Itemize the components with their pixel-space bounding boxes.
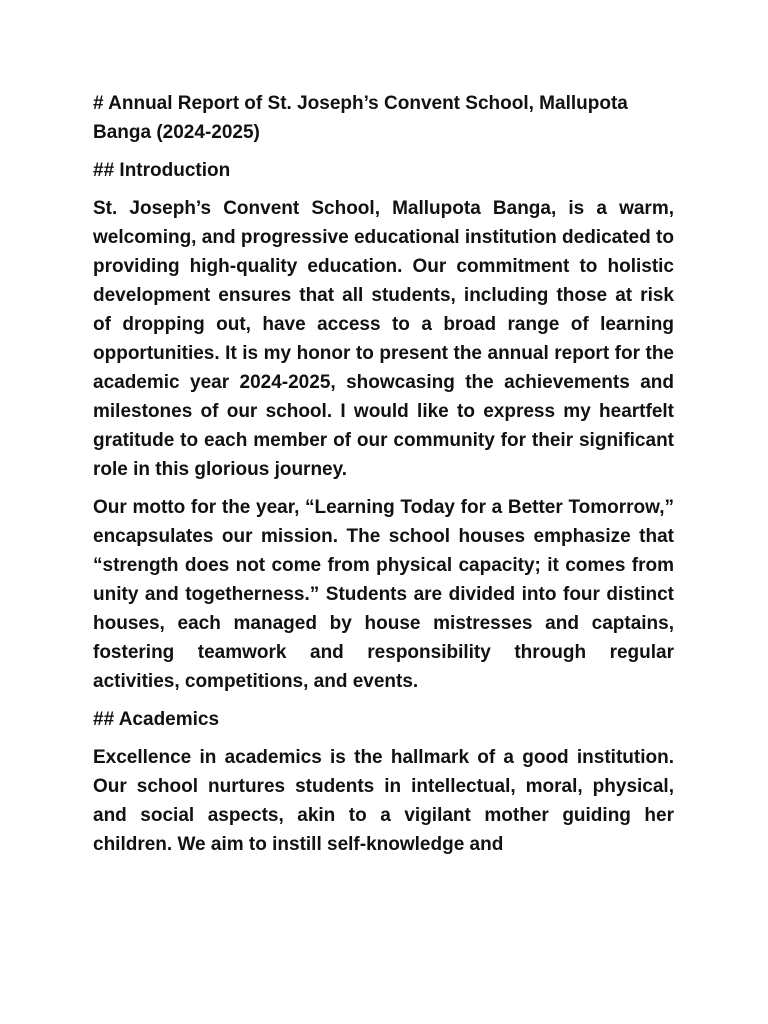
document-title: # Annual Report of St. Joseph’s Convent School, Mallupota Banga (2024-2025) xyxy=(93,93,628,143)
introduction-paragraph-2: Our motto for the year, “Learning Today for a Better Tomorrow,” encapsulates our mission. The school houses emphasize that “strength does not come from physical capacity; it comes from unity and togetherness.” Students are divided into four distinct houses, each managed by house mistresses and captains, fostering teamwork and responsibility through regular activities, competitions, and events. xyxy=(93,497,674,692)
introduction-paragraph-1: St. Joseph’s Convent School, Mallupota Banga, is a warm, welcoming, and progressive educational institution dedicated to providing high-quality education. Our commitment to holistic development ensures that all students, including those at risk of dropping out, have access to a broad range of learning opportunities. It is my honor to present the annual report for the academic year 2024-2025, showcasing the achievements and milestones of our school. I would like to express my heartfelt gratitude to each member of our community for their significant role in this glorious journey. xyxy=(93,198,674,480)
academics-paragraph-1: Excellence in academics is the hallmark of a good institution. Our school nurtures students in intellectual, moral, physical, and social aspects, akin to a vigilant mother guiding her children. We aim to instill self-knowledge and xyxy=(93,747,674,855)
document-page xyxy=(93,89,674,868)
section-heading-introduction: ## Introduction xyxy=(93,160,231,181)
section-heading-academics: ## Academics xyxy=(93,709,220,730)
